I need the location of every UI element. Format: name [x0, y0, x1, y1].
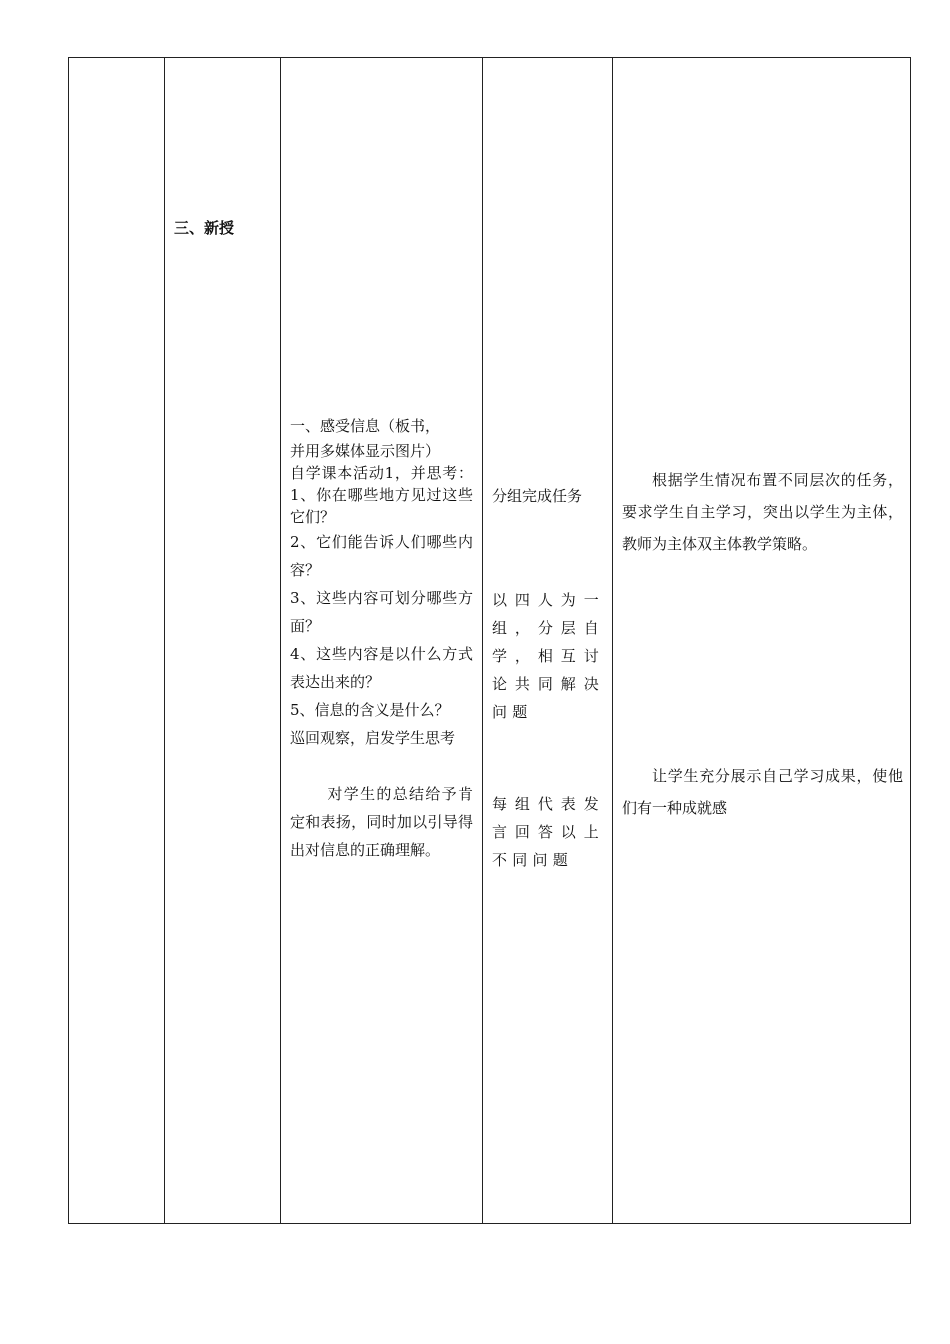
- student-activity-text: [492, 586, 604, 726]
- design-intent-line: 根据学生情况布置不同层次的任务，要求学生自主学习，突出以学生为主体，教师为主体双主体教学策略。: [622, 471, 903, 553]
- section-title: 三、新授: [174, 219, 235, 237]
- blank-cell: [69, 58, 165, 1224]
- teacher-activity-line: 自学课本活动1，并思考：1、你在哪些地方见过这些它们？: [290, 464, 473, 526]
- student-activity-text: [492, 790, 604, 874]
- student-activity-line: 以四人为一组，分层自学，相互讨论共同解决问题: [492, 591, 604, 721]
- teacher-activity-line: 5、信息的含义是什么？: [290, 701, 450, 719]
- table-row: [69, 58, 911, 1224]
- student-activity-text: [492, 482, 604, 510]
- design-intent-text: [622, 464, 903, 560]
- teacher-activity-line: 对学生的总结给予肯定和表扬，同时加以引导得出对信息的正确理解。: [290, 785, 473, 859]
- teacher-activity-line: 3、这些内容可划分哪些方面？: [290, 589, 473, 635]
- teacher-activity-line: 并用多媒体显示图片）: [290, 442, 441, 460]
- teacher-activity-text: [290, 412, 473, 864]
- teacher-activity-line: 2、它们能告诉人们哪些内容？: [290, 533, 473, 579]
- section-cell: [165, 58, 281, 1224]
- teacher-activity-line: 巡回观察，启发学生思考: [290, 729, 456, 747]
- student-activity-line: 分组完成任务: [492, 487, 583, 505]
- design-intent-line: 让学生充分展示自己学习成果，使他们有一种成就感: [622, 767, 903, 817]
- design-intent-text: [622, 760, 903, 824]
- student-activity-line: 每组代表发言回答以上不同问题: [492, 795, 604, 869]
- design-intent-cell: [613, 58, 911, 1224]
- lesson-plan-table: [68, 57, 911, 1224]
- teacher-activity-cell: [281, 58, 483, 1224]
- teacher-activity-line: 4、这些内容是以什么方式表达出来的？: [290, 645, 473, 691]
- teacher-activity-line: 一、感受信息（板书，: [290, 417, 441, 435]
- student-activity-cell: [483, 58, 613, 1224]
